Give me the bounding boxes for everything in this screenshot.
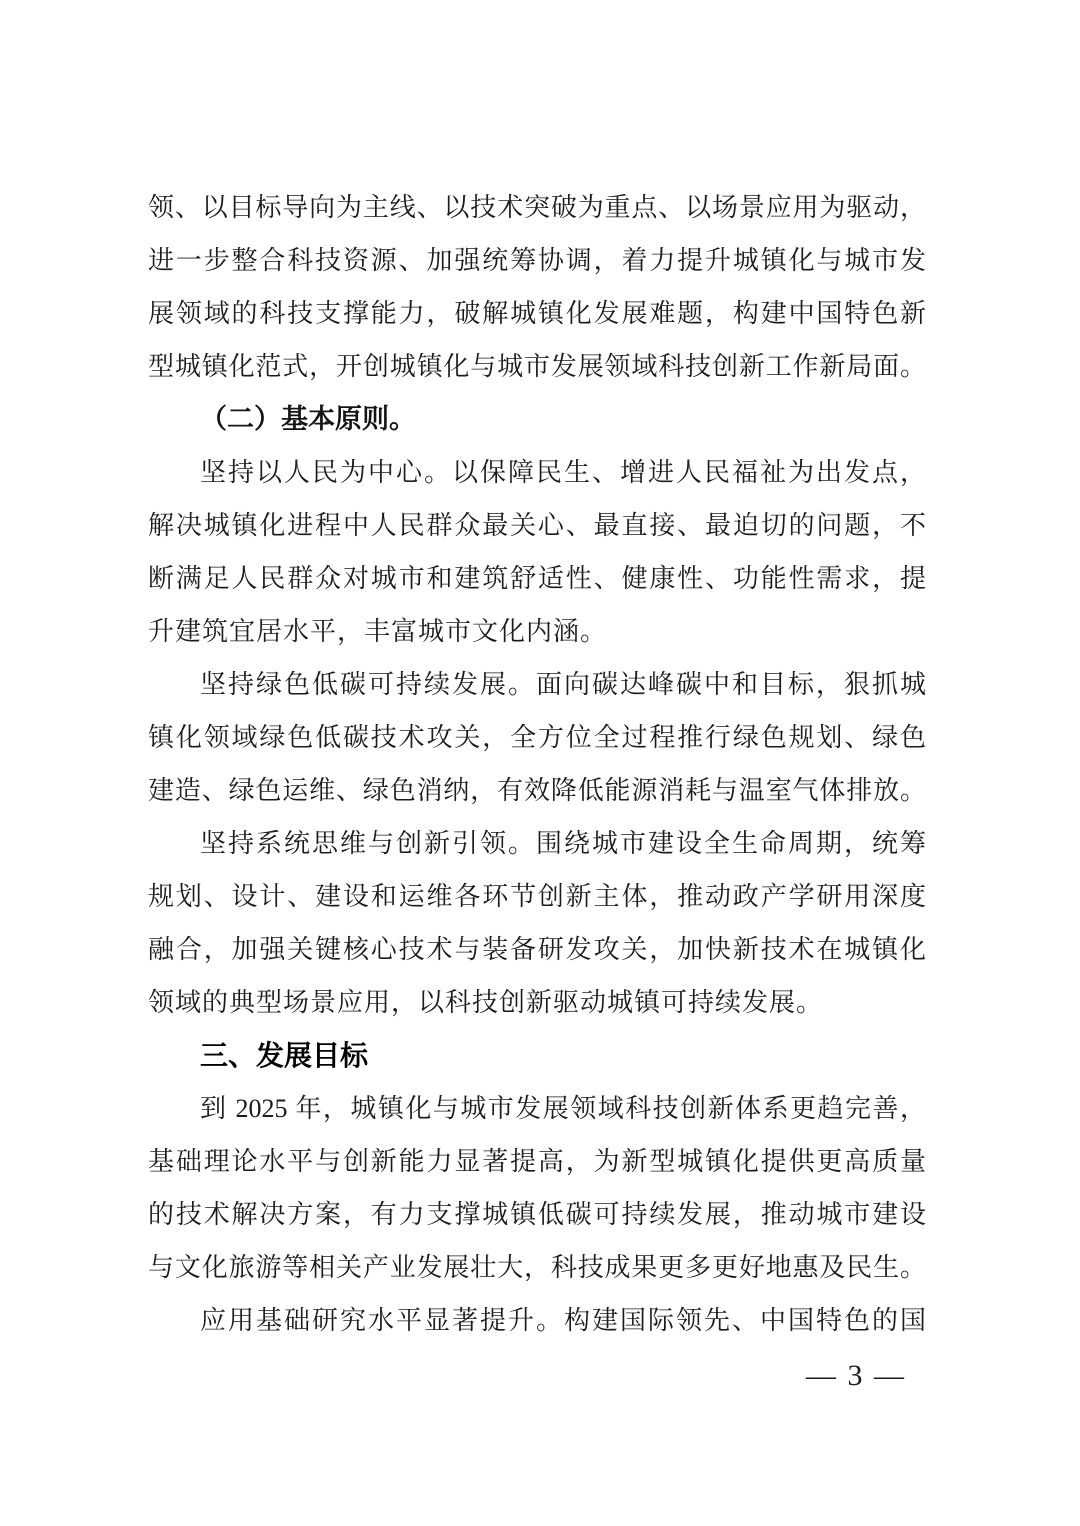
text-line: 断满足人民群众对城市和建筑舒适性、健康性、功能性需求，提 <box>148 564 926 593</box>
text-line: 领域的典型场景应用，以科技创新驱动城镇可持续发展。 <box>148 988 824 1017</box>
text-line: 型城镇化范式，开创城镇化与城市发展领域科技创新工作新局面。 <box>148 352 926 381</box>
text-line: 建造、绿色运维、绿色消纳，有效降低能源消耗与温室气体排放。 <box>148 776 926 805</box>
paragraph-applied-research <box>148 1294 926 1347</box>
text-line: 坚持绿色低碳可持续发展。面向碳达峰碳中和目标，狠抓城 <box>200 670 926 699</box>
text-line: 升建筑宜居水平，丰富城市文化内涵。 <box>148 617 608 646</box>
text-line: 解决城镇化进程中人民群众最关心、最直接、最迫切的问题，不 <box>148 511 926 540</box>
document-body <box>148 181 926 1347</box>
text-line: 的技术解决方案，有力支撑城镇低碳可持续发展，推动城市建设 <box>148 1200 926 1229</box>
paragraph-green-lowcarbon <box>148 658 926 817</box>
text-line: 基础理论水平与创新能力显著提高，为新型城镇化提供更高质量 <box>148 1147 926 1176</box>
paragraph-intro-continuation <box>148 181 926 393</box>
text-line: 到 2025 年，城镇化与城市发展领域科技创新体系更趋完善， <box>200 1094 926 1123</box>
text-line: 展领域的科技支撑能力，破解城镇化发展难题，构建中国特色新 <box>148 299 926 328</box>
text-line: 进一步整合科技资源、加强统筹协调，着力提升城镇化与城市发 <box>148 246 926 275</box>
paragraph-system-innovation <box>148 817 926 1029</box>
text-line: 应用基础研究水平显著提升。构建国际领先、中国特色的国 <box>200 1306 926 1335</box>
heading-basic-principles: （二）基本原则。 <box>200 404 416 434</box>
paragraph-2025-goals <box>148 1082 926 1294</box>
text-line: 镇化领域绿色低碳技术攻关，全方位全过程推行绿色规划、绿色 <box>148 723 926 752</box>
heading-development-goals: 三、发展目标 <box>200 1040 369 1071</box>
text-line: 与文化旅游等相关产业发展壮大，科技成果更多更好地惠及民生。 <box>148 1253 926 1282</box>
page-number: — 3 — <box>806 1359 906 1392</box>
text-line: 坚持以人民为中心。以保障民生、增进人民福祉为出发点， <box>200 458 926 487</box>
text-line: 领、以目标导向为主线、以技术突破为重点、以场景应用为驱动， <box>148 193 926 222</box>
text-line: 规划、设计、建设和运维各环节创新主体，推动政产学研用深度 <box>148 882 926 911</box>
paragraph-people-centered <box>148 446 926 658</box>
text-line: 融合，加强关键核心技术与装备研发攻关，加快新技术在城镇化 <box>148 935 926 964</box>
text-line: 坚持系统思维与创新引领。围绕城市建设全生命周期，统筹 <box>200 829 926 858</box>
